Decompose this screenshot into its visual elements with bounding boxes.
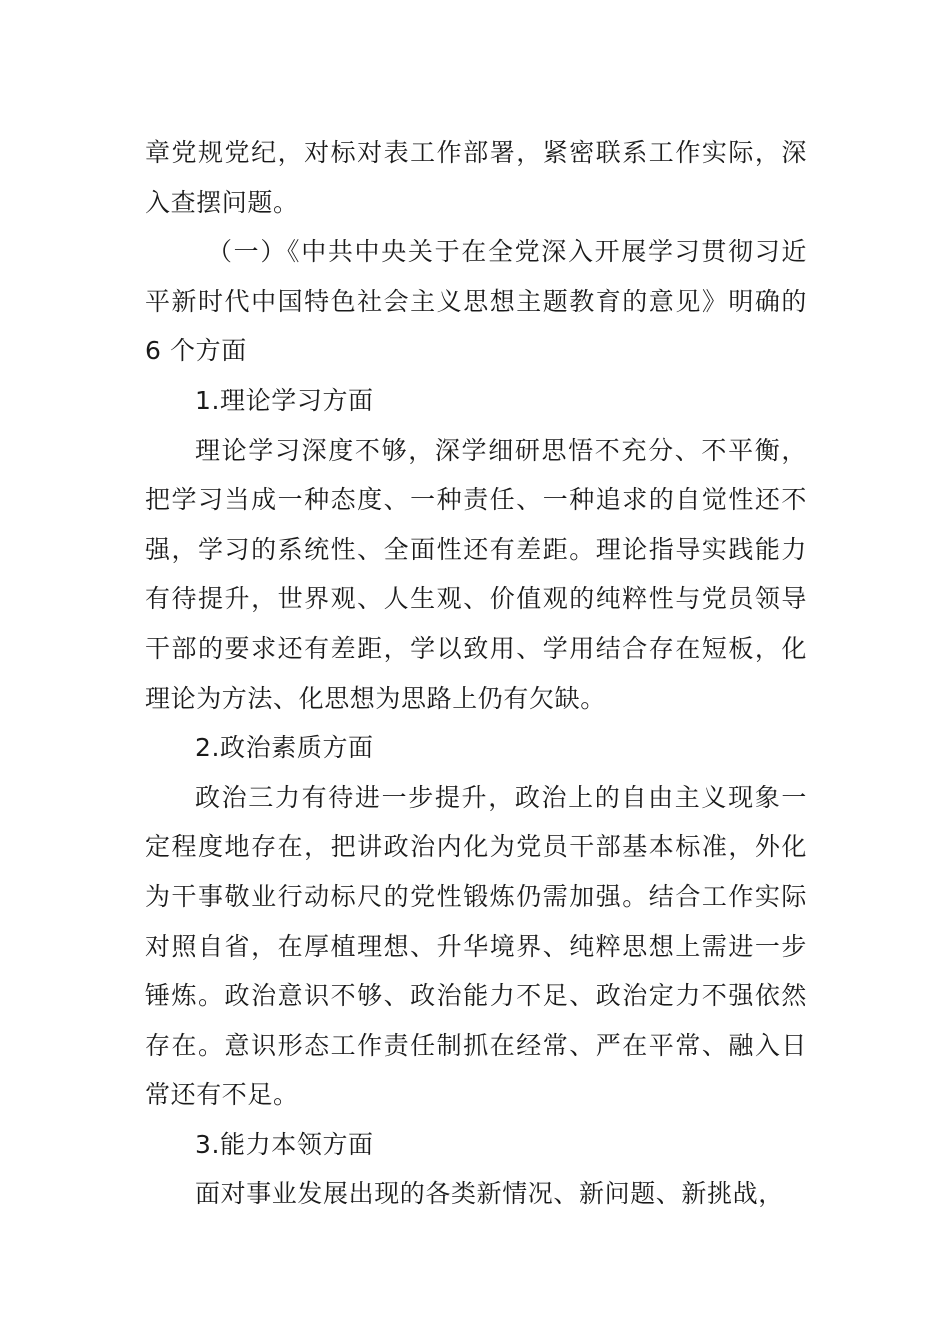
subheading-theory-study: 1.理论学习方面	[195, 385, 374, 415]
paragraph-theory-study: 理论学习深度不够，深学细研思悟不充分、不平衡，把学习当成一种态度、一种责任、一种追求的自觉性还不强，学习的系统性、全面性还有差距。理论指导实践能力有待提升，世界观、人生观、价值观的纯粹性与党员领导干部的要求还有差距，学以致用、学用结合存在短板，化理论为方法、化思想为思路上仍有欠缺。	[145, 435, 807, 713]
paragraph-political-quality: 政治三力有待进一步提升，政治上的自由主义现象一定程度地存在，把讲政治内化为党员干部基本标准，外化为干事敬业行动标尺的党性锻炼仍需加强。结合工作实际对照自省，在厚植理想、升华境界、纯粹思想上需进一步锤炼。政治意识不够、政治能力不足、政治定力不强依然存在。意识形态工作责任制抓在经常、严在平常、融入日常还有不足。	[145, 782, 807, 1110]
section-heading-one: （一）《中共中央关于在全党深入开展学习贯彻习近平新时代中国特色社会主义思想主题教育的意见》明确的 6 个方面	[145, 237, 807, 366]
document-body	[145, 128, 807, 1219]
paragraph-capability: 面对事业发展出现的各类新情况、新问题、新挑战，	[195, 1179, 784, 1209]
subheading-political-quality: 2.政治素质方面	[195, 733, 374, 763]
paragraph-continuation: 章党规党纪，对标对表工作部署，紧密联系工作实际，深入查摆问题。	[145, 138, 807, 217]
subheading-capability: 3.能力本领方面	[195, 1129, 374, 1159]
